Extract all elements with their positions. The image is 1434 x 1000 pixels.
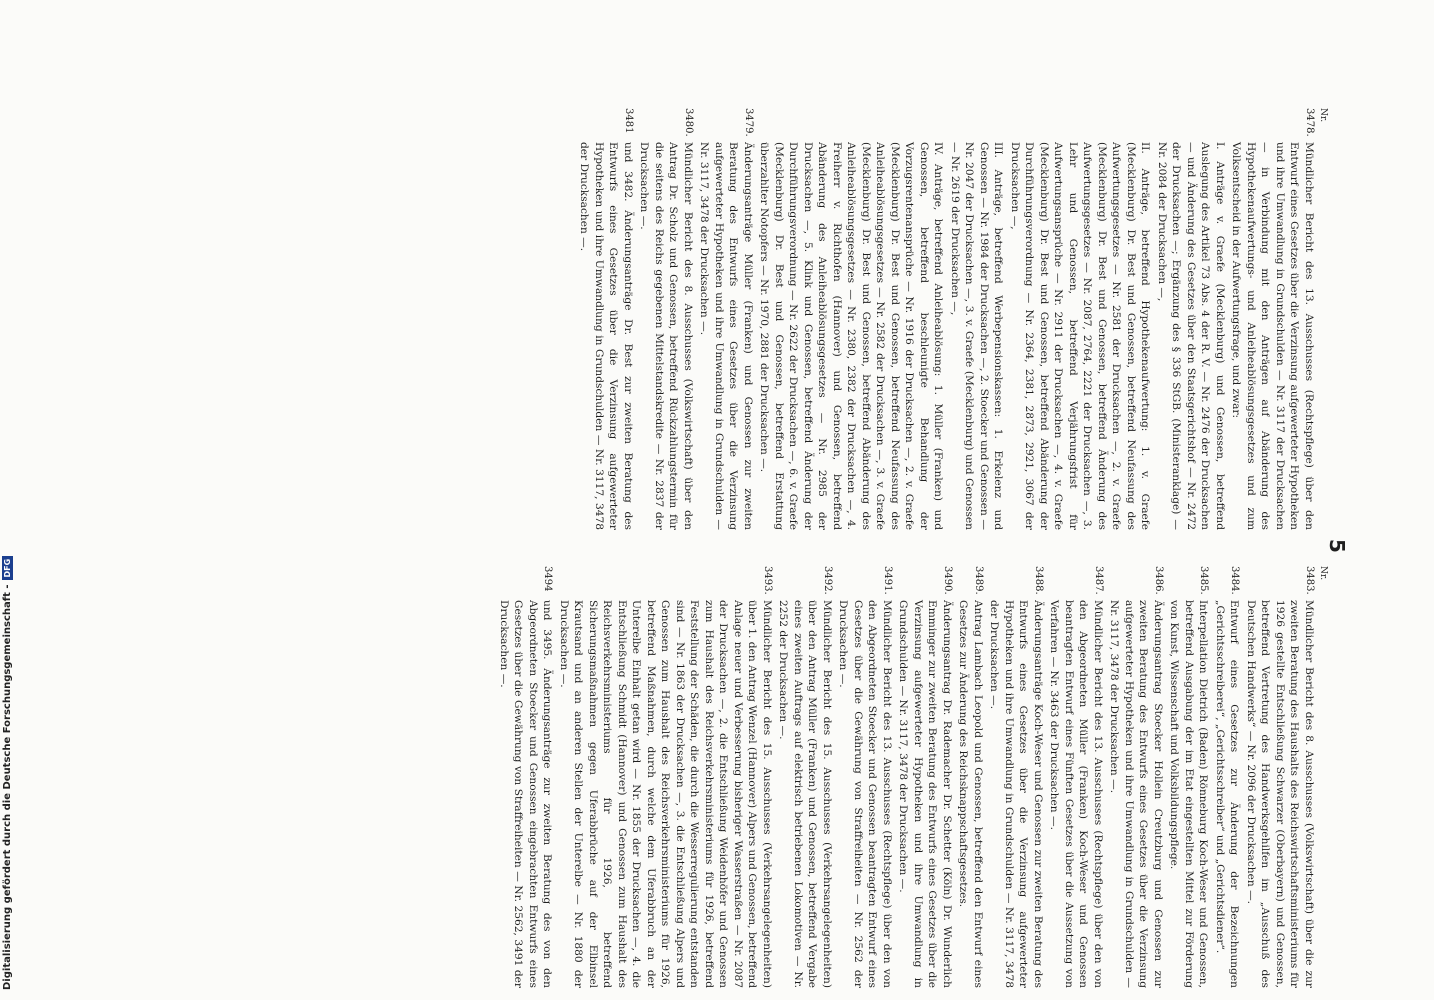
entry-number: 3487. bbox=[1093, 566, 1104, 595]
entry-text: Änderungsanträge Koch-Weser und Genossen zur zweiten Beratung des Entwurfs eines Gesetzes über die Verzinsung aufgewerteter Hypotheken und ihre Umwandlung in Grundschulden — Nr. 3117, 3478 der Drucksachen —. bbox=[988, 600, 1044, 988]
document-entry bbox=[1167, 566, 1211, 988]
entry-number: 3491. bbox=[882, 566, 893, 595]
document-entry bbox=[948, 108, 1006, 530]
document-entry bbox=[1047, 566, 1105, 988]
entry-text: Interpellation Dietrich (Baden) Rönneburg Koch-Weser und Genossen, betreffend Ausgabung der im Etat eingestellten Mittel zur Förderung von Kunst, Wissenschaft und Volksbildungspflege. bbox=[1168, 600, 1210, 988]
document-entry bbox=[987, 566, 1045, 988]
entry-number: 3490. bbox=[942, 566, 953, 595]
document-entry bbox=[836, 566, 894, 988]
document-entry bbox=[637, 108, 695, 530]
entry-number: 3488. bbox=[1033, 566, 1044, 595]
entry-number: 3484. bbox=[1229, 566, 1241, 595]
left-column bbox=[575, 108, 1330, 530]
right-column bbox=[495, 566, 1331, 988]
entry-text: Mündlicher Bericht des 13. Ausschusses (Rechtspflege) über den von den Abgeordneten Stoecker und Genossen beantragten Entwurf eines Gesetzes über die Gewährung von Straffreiheiten — Nr. 2562 der Drucksachen —. bbox=[837, 600, 893, 988]
entry-text: II. Anträge, betreffend Hypothekenaufwertung: 1. v. Graefe (Mecklenburg) Dr. Best und Genossen, betreffend Neufassung des Aufwertungsgesetzes — Nr. 2581 der Drucksachen —, 2. v. Graefe (Mecklenburg) Dr. Best und Genossen, betreffend Änderung des Aufwertungsgesetzes — Nr. 2087, 2764, 2221 der Drucksachen —, 3. Lehr und Genossen, betreffend Verjährungsfrist für Aufwertungsansprüche — Nr. 2911 der Drucksachen —, 4. v. Graefe (Mecklenburg) Dr. Best und Genossen, betreffend Abänderung der Durchführungsverordnung — Nr. 2364, 2381, 2873, 2921, 3067 der Drucksachen —, bbox=[1009, 142, 1152, 530]
document-entry bbox=[1244, 566, 1317, 988]
entry-text: Mündlicher Bericht des 15. Ausschusses (Verkehrsangelegenheiten) über 1. den Antrag Wenzel (Hannover) Alpers und Genossen, betreffend Anlage neuer und Verbesserung bisheriger Wasserstraßen — Nr. 2087 der Drucksachen —, 2. die Entschließung Weidenhöfer und Genossen zum Haushalt des Reichsverkehrsministeriums für 1926, betreffend Feststellung der Schäden, die durch die Wesserregulierung entstanden sind — Nr. 1863 der Drucksachen —, 3. die Entschließung Alpers und Genossen zum Haushalt des Reichsverkehrsministeriums für 1926, betreffend Maßnahmen, durch welche dem Uferabbruch an der Unterelbe Einhalt getan wird — Nr. 1855 der Drucksachen —, 4. die Entschließung Schmidt (Hannover) und Genossen zum Haushalt des Reichsverkehrsministeriums für 1926, betreffend Sicherungsmaßnahmen gegen Uferabbrüche auf der Elbinsel Krautsand und an anderen Stellen der Unterelbe — Nr. 1880 der Drucksachen —. bbox=[558, 600, 773, 988]
dfg-logo: DFG bbox=[2, 556, 13, 581]
document-entry bbox=[1155, 108, 1228, 530]
document-entry bbox=[577, 108, 635, 530]
entry-text: Mündlicher Bericht des 13. Ausschusses (Rechtspflege) über den Entwurf eines Gesetzes über die Verzinsung aufgewerteter Hypotheken und ihre Umwandlung in Grundschulden — Nr. 3117 der Drucksachen — in Verbindung mit den Anträgen auf Abänderung des Hypothekenaufwertungs- und Anleiheablösungsgesetzes und zum Volksentscheid in der Aufwertungsfrage, und zwar: bbox=[1230, 142, 1315, 530]
entry-number: 3479. bbox=[743, 108, 754, 137]
entry-text: I. Anträge v. Graefe (Mecklenburg) und Genossen, betreffend Auslegung des Artikel 73 Abs. 4 der R. V. — Nr. 2476 der Drucksachen — und Änderung des Gesetzes über den Staatsgerichtshof — Nr. 2472 der Drucksachen —; Ergänzung des § 336 StGB. (Ministeranklage) — Nr. 2084 der Drucksachen —, bbox=[1156, 142, 1226, 530]
entry-text: IV. Anträge, betreffend Anleiheablösung: 1. Müller (Franken) und Genossen, betreffend beschleunigte Behandlung der Vorzugsrentenansprüche — Nr. 1916 der Drucksachen —, 2. v. Graefe (Mecklenburg) Dr. Best und Genossen, betreffend Neufassung des Anleiheablösungsgesetzes — Nr. 2582 der Drucksachen —, 3. v. Graefe (Mecklenburg) Dr. Best und Genossen, betreffend Abänderung des Anleiheablösungsgesetzes — Nr. 2380, 2382 der Drucksachen —, 4. Freiherr v. Richthofen (Hannover) und Genossen, betreffend Abänderung des Anleiheablösungsgesetzes — Nr. 2985 der Drucksachen —, 5. Klink und Genossen, betreffend Änderung der Durchführungsverordnung — Nr. 2622 der Drucksachen —, 6. v. Graefe (Mecklenburg) Dr. Best und Genossen, betreffend Erstattung überzahlter Notopfers — Nr. 1970, 2881 der Drucksachen —. bbox=[758, 142, 945, 530]
column-header-left: Nr. bbox=[1318, 108, 1328, 123]
entry-text: Mündlicher Bericht des 13. Ausschusses (Rechtspflege) über den von den Abgeordneten Müller (Franken) Koch-Weser und Genossen beantragten Entwurf eines Fünften Gesetzes über die Aussetzung von Verfahren — Nr. 3463 der Drucksachen —. bbox=[1048, 600, 1104, 988]
column-header-right: Nr. bbox=[1318, 566, 1328, 581]
entry-text: Änderungsantrag Stoecker Hollein Creutzburg und Genossen zur zweiten Beratung des Entwurfs eines Gesetzes über die Verzinsung aufgewerteter Hypotheken und ihre Umwandlung in Grundschulden — Nr. 3117, 3478 der Drucksachen —. bbox=[1108, 600, 1164, 988]
right-entries bbox=[497, 566, 1317, 988]
entry-number: 3485. bbox=[1198, 566, 1210, 595]
entry-number: 3492. bbox=[822, 566, 833, 595]
entry-text: Entwurf eines Gesetzes zur Änderung der Bezeichnungen „Gerichtsschreiberei“, „Gerichtsschreiber“ und „Gerichtsdiener“. bbox=[1214, 600, 1241, 988]
document-entry bbox=[1213, 566, 1242, 988]
entry-text: und 3495. Änderungsanträge zur zweiten Beratung des von den Abgeordneten Stoecker und Genossen eingebrachten Entwurfs eines Gesetzes über die Gewährung von Straffreiheiten — Nr. 2562, 3491 der Drucksachen —. bbox=[498, 600, 554, 988]
document-entry bbox=[956, 566, 985, 988]
document-entry bbox=[1229, 108, 1316, 530]
footer-credit bbox=[2, 556, 13, 990]
document-entry bbox=[1008, 108, 1153, 530]
footer-text: Digitalisierung gefördert durch die Deutsche Forschungsgemeinschaft - bbox=[2, 584, 13, 990]
entry-number: 3478. bbox=[1304, 108, 1315, 137]
document-entry bbox=[697, 108, 755, 530]
entry-number: 3480. bbox=[683, 108, 694, 137]
document-entry bbox=[757, 108, 946, 530]
entry-text: III. Anträge, betreffend Werbepensionskassen: 1. Erkelenz und Genossen — Nr. 1984 der Drucksachen —, 2. Stoecker und Genossen — Nr. 2047 der Drucksachen —, 3. v. Graefe (Mecklenburg) und Genossen — Nr. 2619 der Drucksachen —, bbox=[949, 142, 1005, 530]
entry-text: Änderungsantrag Dr. Rademacher Dr. Schetter (Köln) Dr. Wunderlich Emminger zur zweiten Beratung des Entwurfs eines Gesetzes über die Verzinsung aufgewerteter Hypotheken und ihre Umwandlung in Grundschulden — Nr. 3117, 3478 der Drucksachen —. bbox=[897, 600, 953, 988]
entry-number: 3486. bbox=[1153, 566, 1164, 595]
document-entry bbox=[497, 566, 555, 988]
entry-text: Änderungsanträge Müller (Franken) und Genossen zur zweiten Beratung des Entwurfs eines Gesetzes über die Verzinsung aufgewerteter Hypotheken und ihre Umwandlung in Grundschulden — Nr. 3117, 3478 der Drucksachen —. bbox=[698, 142, 754, 530]
document-entry bbox=[557, 566, 775, 988]
entry-number: 3494 bbox=[542, 566, 554, 592]
entry-text: Antrag Lambach Leopold und Genossen, betreffend den Entwurf eines Gesetzes zur Änderung des Reichsknappschaftsgesetzes. bbox=[957, 600, 984, 988]
document-entry bbox=[1107, 566, 1165, 988]
document-entry bbox=[776, 566, 834, 988]
entry-text: Mündlicher Bericht des 15. Ausschusses (Verkehrsangelegenheiten) über den Antrag Müller (Franken) und Genossen, betreffend Vergabe eines zweiten Auftrags auf elektrisch betriebenen Lokomotiven — Nr. 2252 der Drucksachen —. bbox=[777, 600, 833, 988]
document-entry bbox=[896, 566, 954, 988]
rotated-page-content bbox=[118, 108, 1349, 988]
entry-number: 3489. bbox=[973, 566, 984, 595]
entry-number: 3481 bbox=[623, 108, 634, 134]
page-number: 5 bbox=[1325, 539, 1349, 553]
left-entries bbox=[577, 108, 1316, 530]
entry-text: Mündlicher Bericht des 8. Ausschusses (Volkswirtschaft) über den Antrag Dr. Scholz und Genossen, betreffend Rückzahlungstermin für die seitens des Reichs gegebenen Mittelstandskredite — Nr. 2837 der Drucksachen —. bbox=[638, 142, 694, 530]
entry-number: 3483. bbox=[1304, 566, 1315, 595]
entry-text: und 3482. Änderungsanträge Dr. Best zur zweiten Beratung des Entwurfs eines Gesetzes über die Verzinsung aufgewerteter Hypotheken und ihre Umwandlung in Grundschulden — Nr. 3117, 3478 der Drucksachen —. bbox=[578, 142, 634, 530]
entry-text: Mündlicher Bericht des 8. Ausschusses (Volkswirtschaft) über die zur zweiten Beratung des Haushalts des Reichswirtschaftsministeriums für 1926 gestellte Entschließung Schwarzer (Oberbayern) und Genossen, betreffend Vertretung des Handwerksgehilfen im „Ausschuß des Deutschen Handwerks“ — Nr. 2096 der Drucksachen —. bbox=[1245, 600, 1315, 988]
entry-number: 3493. bbox=[762, 566, 773, 595]
